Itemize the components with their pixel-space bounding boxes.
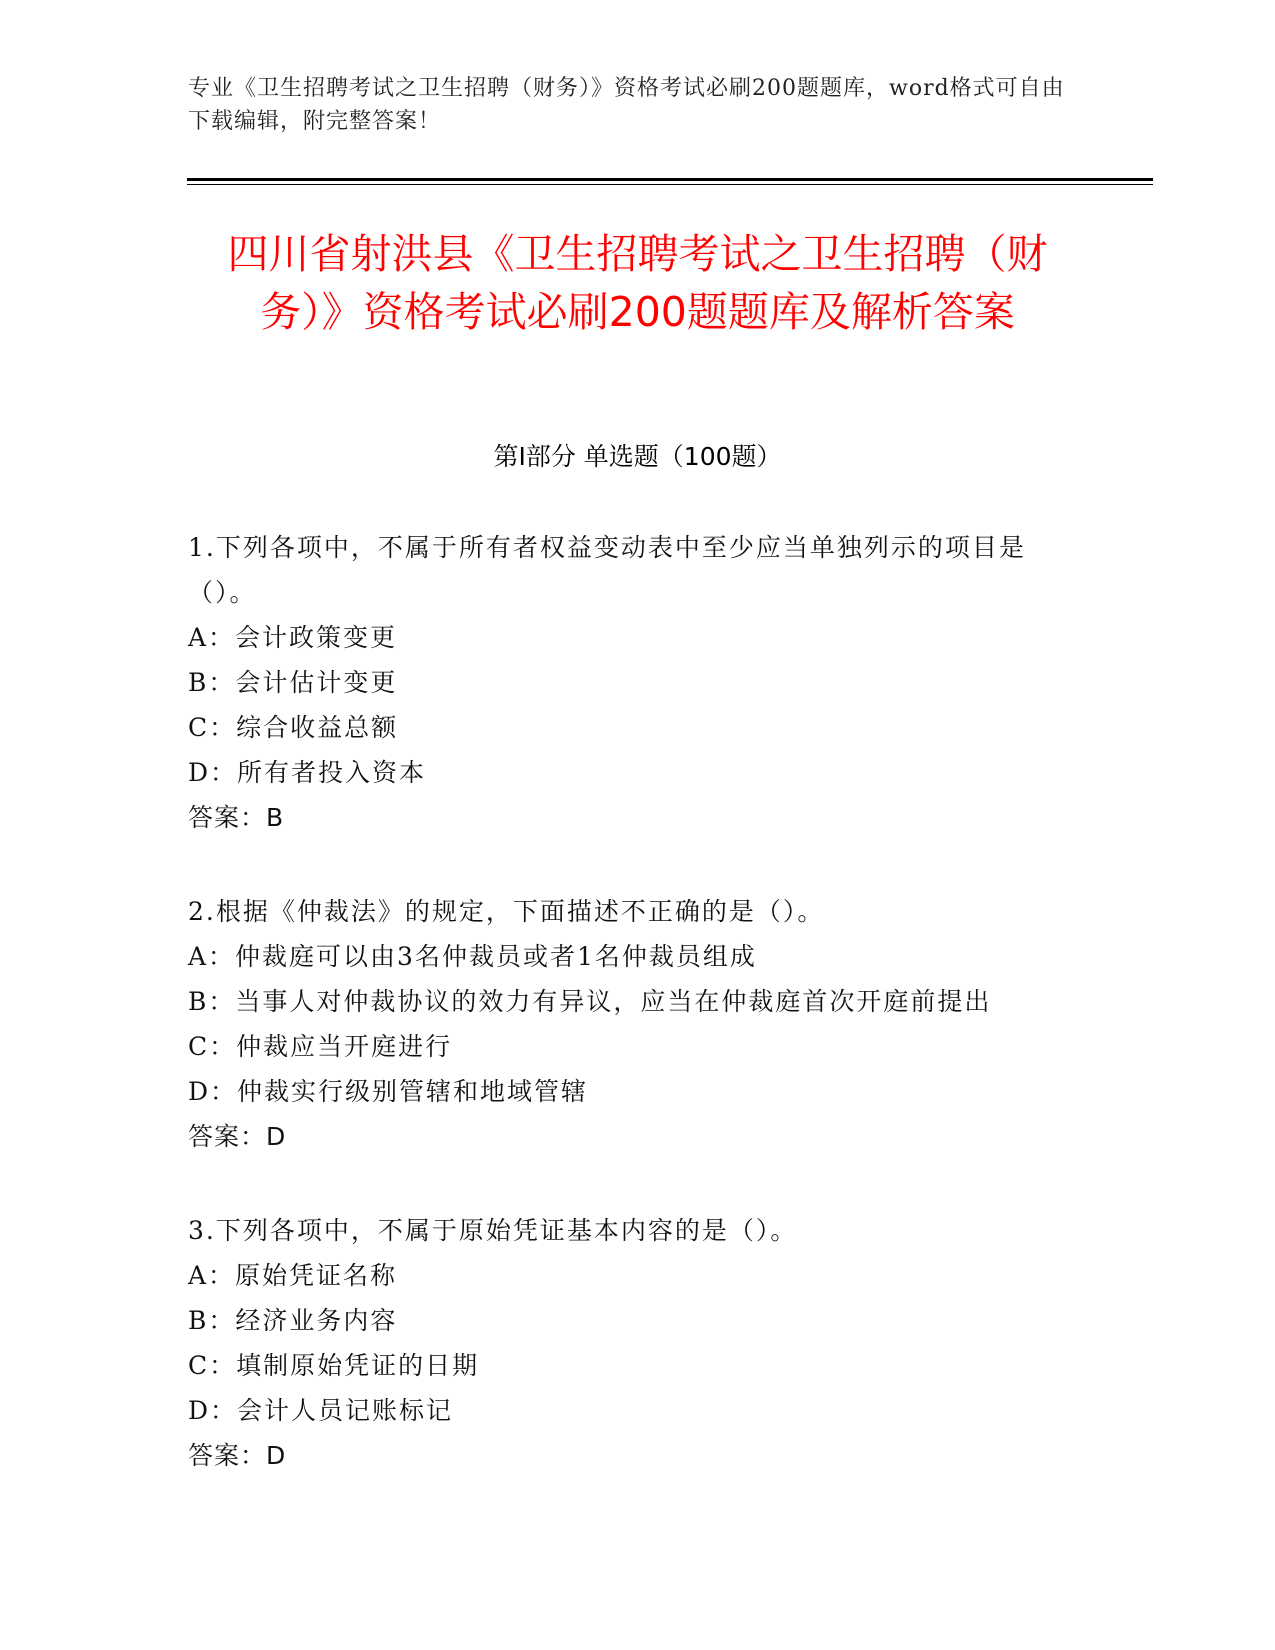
section-heading: 第I部分 单选题（100题） [493, 442, 782, 471]
question-stem: 2.根据《仲裁法》的规定，下面描述不正确的是（）。 [188, 897, 825, 926]
option-b: B：会计估计变更 [188, 668, 398, 697]
header-note: 专业《卫生招聘考试之卫生招聘（财务）》资格考试必刷200题题库，word格式可自由下载编辑，附完整答案！ [188, 76, 1065, 134]
answer: 答案：B [188, 803, 285, 832]
header-divider-thin [187, 184, 1153, 185]
document-title: 四川省射洪县《卫生招聘考试之卫生招聘（财务）》资格考试必刷200题题库及解析答案 [227, 230, 1048, 336]
option-d: D：会计人员记账标记 [188, 1396, 454, 1425]
header-divider-thick [187, 178, 1153, 181]
question-2 [188, 889, 1068, 1159]
question-1 [188, 525, 1068, 840]
option-c: C：填制原始凭证的日期 [188, 1351, 480, 1380]
answer: 答案：D [188, 1122, 287, 1151]
option-a: A：仲裁庭可以由3名仲裁员或者1名仲裁员组成 [188, 942, 757, 971]
option-c: C：综合收益总额 [188, 713, 399, 742]
option-a: A：原始凭证名称 [188, 1261, 398, 1290]
option-c: C：仲裁应当开庭进行 [188, 1032, 453, 1061]
question-stem: 1.下列各项中，不属于所有者权益变动表中至少应当单独列示的项目是（）。 [188, 533, 1026, 607]
question-stem: 3.下列各项中，不属于原始凭证基本内容的是（）。 [188, 1216, 798, 1245]
question-3 [188, 1208, 1068, 1478]
option-d: D：所有者投入资本 [188, 758, 427, 787]
option-b: B：经济业务内容 [188, 1306, 398, 1335]
option-d: D：仲裁实行级别管辖和地域管辖 [188, 1077, 589, 1106]
option-a: A：会计政策变更 [188, 623, 398, 652]
answer: 答案：D [188, 1441, 287, 1470]
option-b: B：当事人对仲裁协议的效力有异议，应当在仲裁庭首次开庭前提出 [188, 987, 992, 1016]
